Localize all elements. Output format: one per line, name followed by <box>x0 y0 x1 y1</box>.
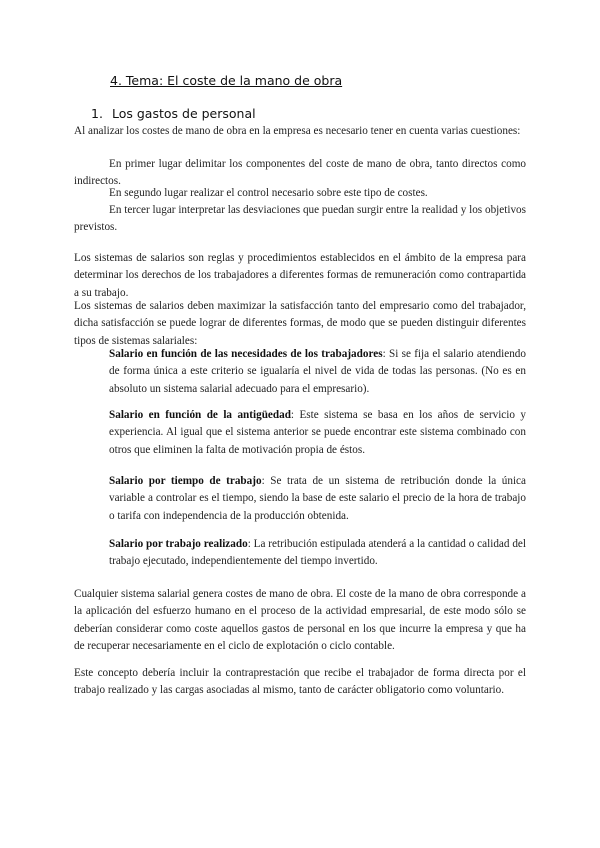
section-title: Los gastos de personal <box>111 106 256 121</box>
salary-type-term: Salario en función de las necesidades de los trabajadores <box>109 348 383 360</box>
labor-cost-paragraph-2: Este concepto debería incluir la contraprestación que recibe el trabajador de forma directa por el trabajo realizado y las cargas asociadas al mismo, tanto de carácter obligatorio como voluntario. <box>74 667 526 697</box>
salary-type-text: : Este sistema se basa en los años de servicio y experiencia. Al igual que el sistema anterior se puede encontrar este sistema combinado con otros que eliminen la falta de motivación propia de éstos. <box>109 409 526 456</box>
salary-type-term: Salario en función de la antigüedad <box>109 409 291 421</box>
intro-paragraph: Al analizar los costes de mano de obra en la empresa es necesario tener en cuenta varias cuestiones: <box>74 125 521 137</box>
salary-type-item <box>109 346 526 398</box>
step-paragraph-2: En segundo lugar realizar el control necesario sobre este tipo de costes. <box>109 187 428 199</box>
salary-type-item <box>109 473 526 525</box>
salary-type-text: : Si se fija el salario atendiendo de forma única a este criterio se igualaría el nivel de vida de todas las personas. (No es en absoluto un sistema salarial adecuado para el empresario). <box>109 348 526 395</box>
salary-type-term: Salario por trabajo realizado <box>109 538 248 550</box>
salary-type-term: Salario por tiempo de trabajo <box>109 475 262 487</box>
step-paragraph-1: En primer lugar delimitar los componentes del coste de mano de obra, tanto directos como indirectos. <box>74 158 526 188</box>
salary-type-text: : La retribución estipulada atenderá a la cantidad o calidad del trabajo ejecutado, independientemente del tiempo invertido. <box>109 538 526 568</box>
salary-type-item <box>109 536 526 571</box>
salary-systems-paragraph-2: Los sistemas de salarios deben maximizar la satisfacción tanto del empresario como del trabajador, dicha satisfacción se puede lograr de diferentes formas, de modo que se pueden distinguir diferentes tipos de sistemas salariales: <box>74 300 526 347</box>
salary-type-item <box>109 407 526 459</box>
section-heading <box>91 106 256 121</box>
labor-cost-paragraph-1: Cualquier sistema salarial genera costes de mano de obra. El coste de la mano de obra corresponde a la aplicación del esfuerzo humano en el proceso de la actividad empresarial, de este modo sólo se deberían considerar como coste aquellos gastos de personal en los que incurre la empresa y que ha de recuperar necesariamente en el ciclo de explotación o ciclo contable. <box>74 588 526 652</box>
salary-type-text: : Se trata de un sistema de retribución donde la única variable a controlar es el tiempo, siendo la base de este salario el precio de la hora de trabajo o tarifa con independencia de la producción obtenida. <box>109 475 526 522</box>
salary-systems-paragraph-1: Los sistemas de salarios son reglas y procedimientos establecidos en el ámbito de la empresa para determinar los derechos de los trabajadores a diferentes formas de remuneración como contrapartida a su trabajo. <box>74 252 526 299</box>
page-title: 4. Tema: El coste de la mano de obra <box>110 73 343 88</box>
section-number: 1. <box>91 106 103 121</box>
step-paragraph-3: En tercer lugar interpretar las desviaciones que puedan surgir entre la realidad y los objetivos previstos. <box>74 204 526 234</box>
